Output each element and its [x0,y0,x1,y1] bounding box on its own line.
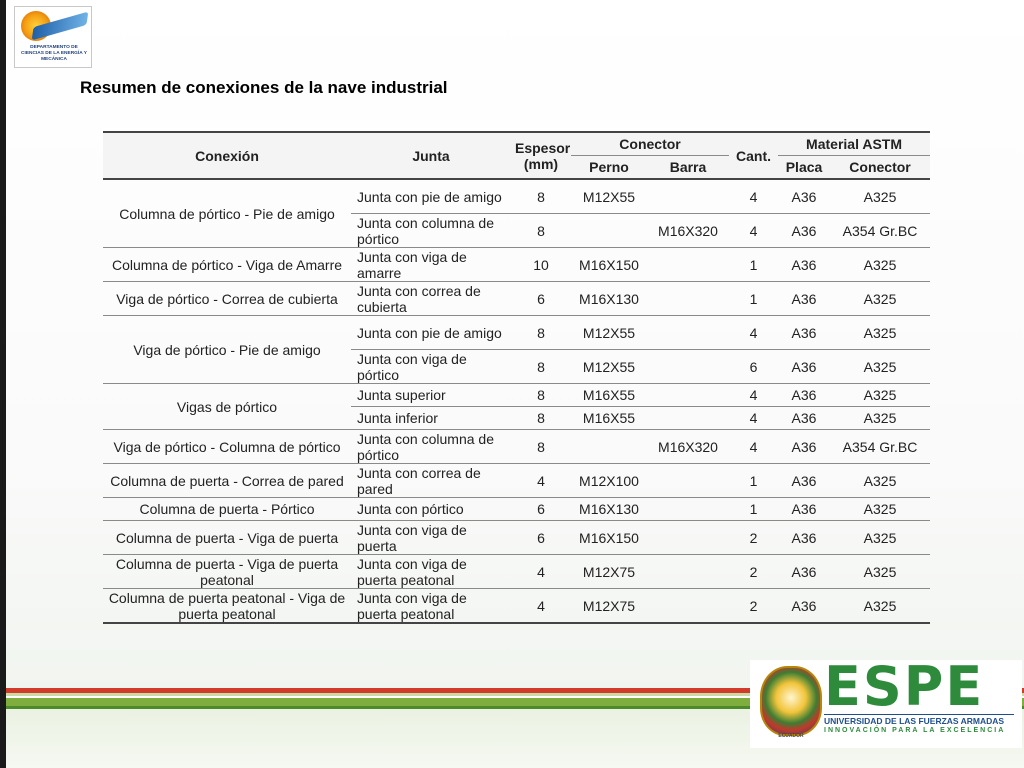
cell-placa: A36 [778,407,830,430]
cell-junta: Junta con columna de pórtico [351,214,511,248]
cell-conector: A325 [830,521,930,555]
cell-cant: 2 [729,589,778,624]
cell-barra [647,282,729,316]
cell-placa: A36 [778,179,830,214]
cell-espesor: 8 [511,179,571,214]
table-row [103,464,930,498]
cell-barra [647,498,729,521]
cell-conector: A325 [830,248,930,282]
cell-placa: A36 [778,589,830,624]
cell-barra [647,316,729,350]
cell-espesor: 8 [511,214,571,248]
header-conexion: Conexión [103,132,351,179]
cell-placa: A36 [778,430,830,464]
table-row [103,555,930,589]
cell-conector: A354 Gr.BC [830,214,930,248]
cell-placa: A36 [778,555,830,589]
header-placa: Placa [778,156,830,180]
table-row [103,430,930,464]
cell-placa: A36 [778,316,830,350]
cell-placa: A36 [778,248,830,282]
cell-cant: 1 [729,498,778,521]
cell-cant: 6 [729,350,778,384]
cell-barra [647,589,729,624]
cell-conector: A325 [830,384,930,407]
table-row [103,589,930,624]
cell-espesor: 6 [511,282,571,316]
cell-conector: A325 [830,407,930,430]
cell-junta: Junta con viga de pórtico [351,350,511,384]
cell-junta: Junta con viga de puerta peatonal [351,555,511,589]
cell-conector: A325 [830,498,930,521]
cell-cant: 4 [729,316,778,350]
header-espesor: Espesor (mm) [511,132,571,179]
cell-barra [647,248,729,282]
cell-espesor: 8 [511,384,571,407]
cell-espesor: 10 [511,248,571,282]
cell-cant: 1 [729,464,778,498]
header-material-group: Material ASTM [778,132,930,156]
cell-junta: Junta con viga de puerta [351,521,511,555]
cell-perno: M12X55 [571,179,647,214]
cell-perno [571,430,647,464]
cell-conector: A325 [830,555,930,589]
cell-conector: A325 [830,282,930,316]
cell-barra: M16X320 [647,214,729,248]
cell-conector: A325 [830,350,930,384]
cell-conexion: Columna de puerta - Correa de pared [103,464,351,498]
cell-barra: M16X320 [647,430,729,464]
cell-junta: Junta inferior [351,407,511,430]
cell-conector: A325 [830,316,930,350]
cell-perno: M16X130 [571,282,647,316]
table-header [103,132,930,179]
table-row [103,179,930,214]
cell-barra [647,521,729,555]
slide [6,0,1024,768]
cell-conexion: Columna de puerta peatonal - Viga de puerta peatonal [103,589,351,624]
cell-perno [571,214,647,248]
cell-placa: A36 [778,498,830,521]
cell-cant: 4 [729,430,778,464]
cell-cant: 4 [729,214,778,248]
university-crest-icon [760,666,822,736]
cell-barra [647,555,729,589]
cell-perno: M12X55 [571,350,647,384]
cell-conector: A325 [830,464,930,498]
espe-brand: ESPE [824,655,985,718]
cell-perno: M16X55 [571,407,647,430]
cell-cant: 1 [729,282,778,316]
cell-conexion: Columna de puerta - Viga de puerta peatonal [103,555,351,589]
cell-cant: 4 [729,407,778,430]
cell-espesor: 4 [511,464,571,498]
cell-perno: M16X150 [571,248,647,282]
cell-perno: M16X150 [571,521,647,555]
table-row [103,248,930,282]
cell-conexion: Columna de pórtico - Viga de Amarre [103,248,351,282]
cell-conexion: Viga de pórtico - Columna de pórtico [103,430,351,464]
header-cant: Cant. [729,132,778,179]
cell-espesor: 6 [511,498,571,521]
cell-barra [647,179,729,214]
cell-placa: A36 [778,384,830,407]
cell-perno: M16X130 [571,498,647,521]
cell-placa: A36 [778,521,830,555]
cell-conector: A354 Gr.BC [830,430,930,464]
cell-espesor: 8 [511,350,571,384]
table-row [103,521,930,555]
table-row [103,384,930,407]
cell-espesor: 4 [511,589,571,624]
cell-perno: M12X75 [571,555,647,589]
cell-junta: Junta con viga de puerta peatonal [351,589,511,624]
cell-junta: Junta superior [351,384,511,407]
cell-perno: M12X100 [571,464,647,498]
cell-cant: 4 [729,179,778,214]
cell-placa: A36 [778,214,830,248]
cell-barra [647,464,729,498]
cell-junta: Junta con viga de amarre [351,248,511,282]
cell-espesor: 8 [511,430,571,464]
table-row [103,316,930,350]
cell-placa: A36 [778,282,830,316]
cell-perno: M12X75 [571,589,647,624]
slide-title: Resumen de conexiones de la nave industrial [80,78,448,97]
header-conector-material: Conector [830,156,930,180]
table-body [103,179,930,623]
cell-espesor: 6 [511,521,571,555]
cell-conexion: Viga de pórtico - Correa de cubierta [103,282,351,316]
table-row [103,282,930,316]
header-barra: Barra [647,156,729,180]
cell-cant: 1 [729,248,778,282]
header-conector-group: Conector [571,132,729,156]
cell-espesor: 8 [511,316,571,350]
cell-junta: Junta con correa de cubierta [351,282,511,316]
header-junta: Junta [351,132,511,179]
department-logo [14,6,92,68]
cell-placa: A36 [778,464,830,498]
crest-caption: ECUADOR [778,733,804,739]
cell-junta: Junta con correa de pared [351,464,511,498]
cell-conexion: Vigas de pórtico [103,384,351,430]
cell-junta: Junta con columna de pórtico [351,430,511,464]
cell-conector: A325 [830,179,930,214]
cell-conector: A325 [830,589,930,624]
cell-cant: 2 [729,555,778,589]
connections-table [103,131,930,624]
cell-perno: M16X55 [571,384,647,407]
university-slogan: INNOVACIÓN PARA LA EXCELENCIA [824,727,1006,734]
cell-espesor: 4 [511,555,571,589]
cell-placa: A36 [778,350,830,384]
cell-conexion: Columna de puerta - Pórtico [103,498,351,521]
cell-barra [647,407,729,430]
cell-barra [647,384,729,407]
department-logo-text: DEPARTAMENTO DE CIENCIAS DE LA ENERGÍA Y MECÁNICA [21,45,87,62]
cell-cant: 4 [729,384,778,407]
header-perno: Perno [571,156,647,180]
cell-perno: M12X55 [571,316,647,350]
table-row [103,498,930,521]
cell-conexion: Columna de pórtico - Pie de amigo [103,179,351,248]
cell-conexion: Columna de puerta - Viga de puerta [103,521,351,555]
cell-cant: 2 [729,521,778,555]
cell-junta: Junta con pie de amigo [351,179,511,214]
university-name: UNIVERSIDAD DE LAS FUERZAS ARMADAS [824,714,1014,726]
cell-conexion: Viga de pórtico - Pie de amigo [103,316,351,384]
cell-junta: Junta con pórtico [351,498,511,521]
espe-logo-block [750,655,1022,748]
cell-barra [647,350,729,384]
cell-espesor: 8 [511,407,571,430]
cell-junta: Junta con pie de amigo [351,316,511,350]
